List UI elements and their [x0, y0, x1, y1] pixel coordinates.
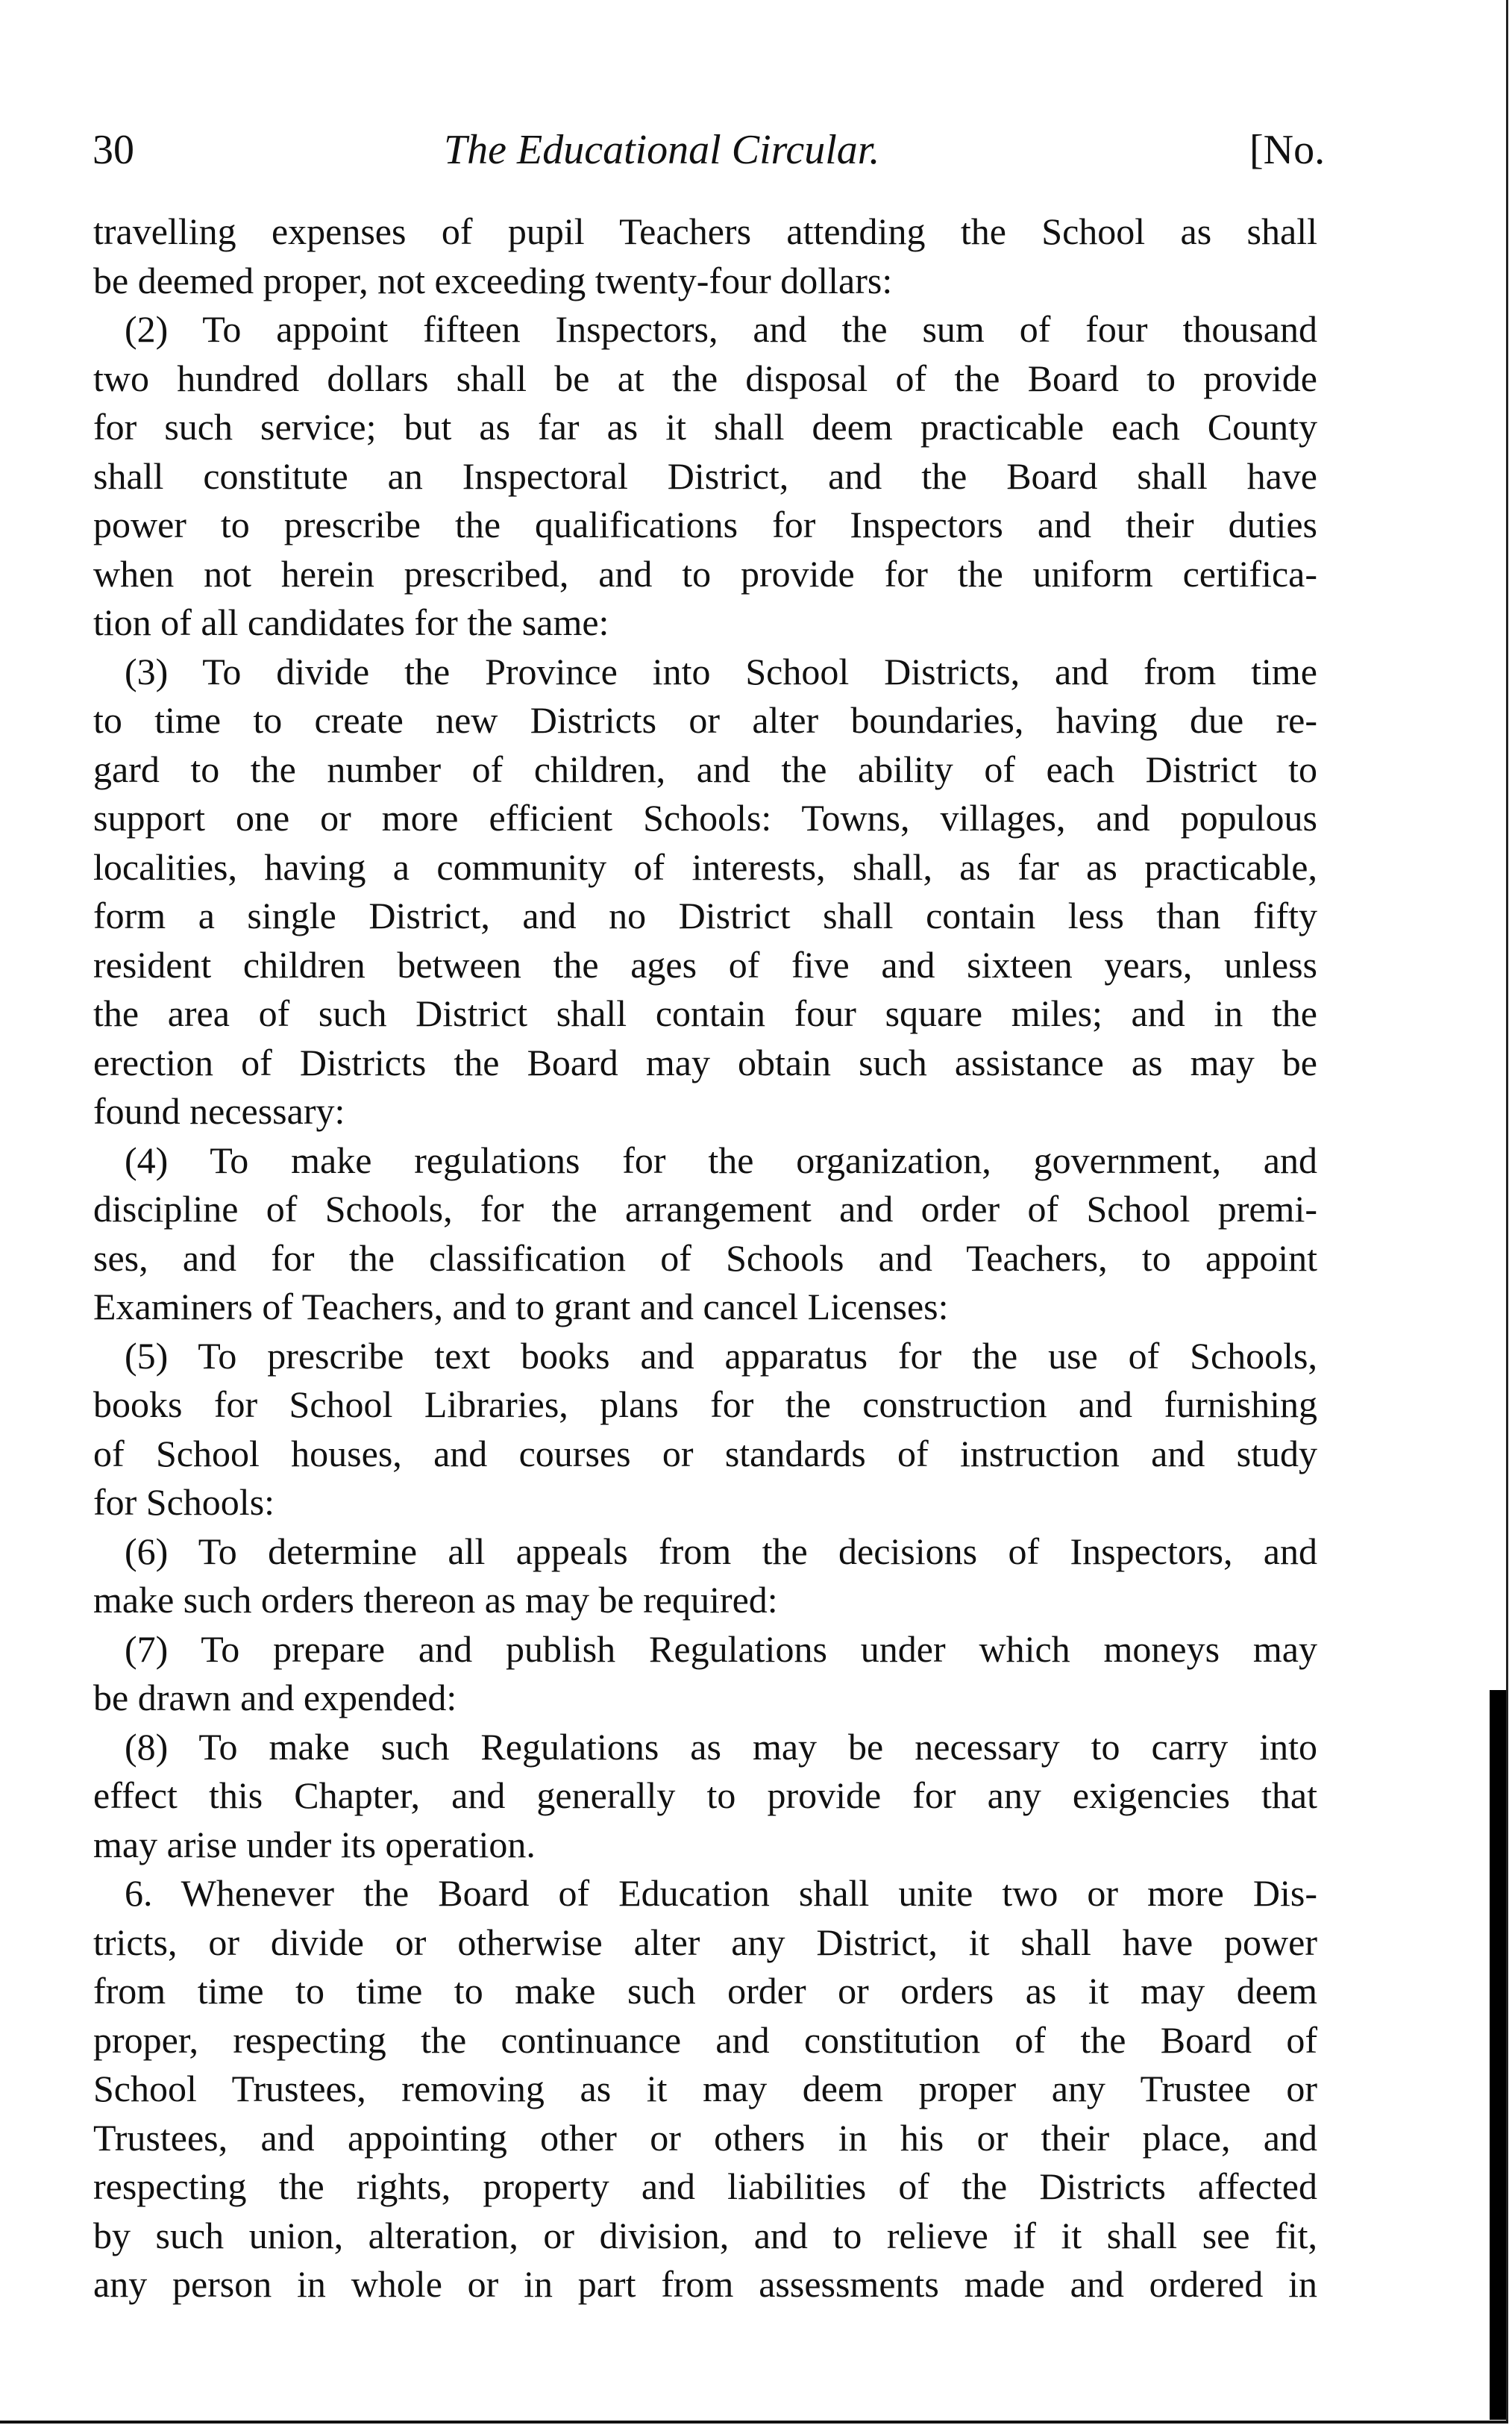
text-line: books for School Libraries, plans for the construction and furnishing: [93, 1383, 1317, 1425]
text-line: shall constitute an Inspectoral District, and the Board shall have: [93, 454, 1317, 497]
text-line: 6. Whenever the Board of Education shall unite two or more Dis-: [125, 1872, 1317, 1914]
text-line: may arise under its operation.: [93, 1823, 536, 1865]
text-line: any person in whole or in part from assessments made and ordered in: [93, 2263, 1317, 2305]
text-line: (7) To prepare and publish Regulations under which moneys may: [125, 1627, 1317, 1670]
text-line: for Schools:: [93, 1481, 275, 1523]
text-line: be drawn and expended:: [93, 1677, 457, 1718]
text-line: when not herein prescribed, and to provide for the uniform certifica-: [93, 552, 1317, 595]
text-line: resident children between the ages of five and sixteen years, unless: [93, 943, 1317, 986]
text-line: power to prescribe the qualifications for Inspectors and their duties: [93, 504, 1317, 545]
binding-edge-shadow: [1490, 1690, 1506, 2420]
text-line: ses, and for the classification of Schools and Teachers, to appoint: [93, 1236, 1317, 1279]
text-line: travelling expenses of pupil Teachers attending the School as shall: [93, 210, 1317, 252]
text-line: (2) To appoint fifteen Inspectors, and the sum of four thousand: [125, 308, 1317, 350]
text-line: two hundred dollars shall be at the disposal of the Board to provide: [93, 357, 1317, 399]
text-line: (5) To prescribe text books and apparatus for the use of Schools,: [125, 1334, 1317, 1377]
text-line: erection of Districts the Board may obtain such assistance as may be: [93, 1041, 1317, 1083]
text-line: tion of all candidates for the same:: [93, 601, 609, 643]
text-line: form a single District, and no District shall contain less than fifty: [93, 895, 1317, 936]
text-line: found necessary:: [93, 1090, 345, 1132]
text-line: (8) To make such Regulations as may be necessary to carry into: [125, 1725, 1317, 1768]
text-line: (4) To make regulations for the organization, government, and: [125, 1139, 1317, 1181]
text-line: to time to create new Districts or alter boundaries, having due re-: [93, 699, 1317, 741]
text-line: support one or more efficient Schools: Towns, villages, and populous: [93, 797, 1317, 839]
page-bottom-edge: [0, 2421, 1508, 2424]
text-line: gard to the number of children, and the ability of each District to: [93, 748, 1317, 790]
text-line: localities, having a community of interests, shall, as far as practicable,: [93, 845, 1317, 888]
text-line: Trustees, and appointing other or others in his or their place, and: [93, 2116, 1317, 2159]
text-line: respecting the rights, property and liabilities of the Districts affected: [93, 2165, 1317, 2207]
text-line: of School houses, and courses or standards of instruction and study: [93, 1432, 1317, 1474]
text-line: (6) To determine all appeals from the decisions of Inspectors, and: [125, 1530, 1317, 1572]
running-title: The Educational Circular.: [444, 127, 880, 173]
section-mark: [No.: [1249, 127, 1326, 173]
text-line: tricts, or divide or otherwise alter any District, it shall have power: [93, 1921, 1317, 1963]
text-line: the area of such District shall contain four square miles; and in the: [93, 992, 1317, 1034]
page-number: 30: [92, 127, 134, 173]
text-line: Examiners of Teachers, and to grant and cancel Licenses:: [93, 1286, 949, 1327]
text-line: effect this Chapter, and generally to provide for any exigencies that: [93, 1774, 1317, 1816]
text-line: discipline of Schools, for the arrangement and order of School premi-: [93, 1188, 1317, 1230]
text-line: from time to time to make such order or orders as it may deem: [93, 1970, 1317, 2012]
body-text: [93, 207, 1317, 2309]
text-line: be deemed proper, not exceeding twenty-four dollars:: [93, 259, 893, 301]
text-line: proper, respecting the continuance and constitution of the Board of: [93, 2018, 1317, 2061]
page-right-edge: [1506, 0, 1508, 2424]
text-line: School Trustees, removing as it may deem proper any Trustee or: [93, 2068, 1317, 2109]
text-line: (3) To divide the Province into School Districts, and from time: [125, 650, 1317, 692]
text-line: for such service; but as far as it shall deem practicable each County: [93, 406, 1317, 448]
text-line: by such union, alteration, or division, and to relieve if it shall see fit,: [93, 2214, 1317, 2256]
text-line: make such orders thereon as may be required:: [93, 1579, 778, 1621]
